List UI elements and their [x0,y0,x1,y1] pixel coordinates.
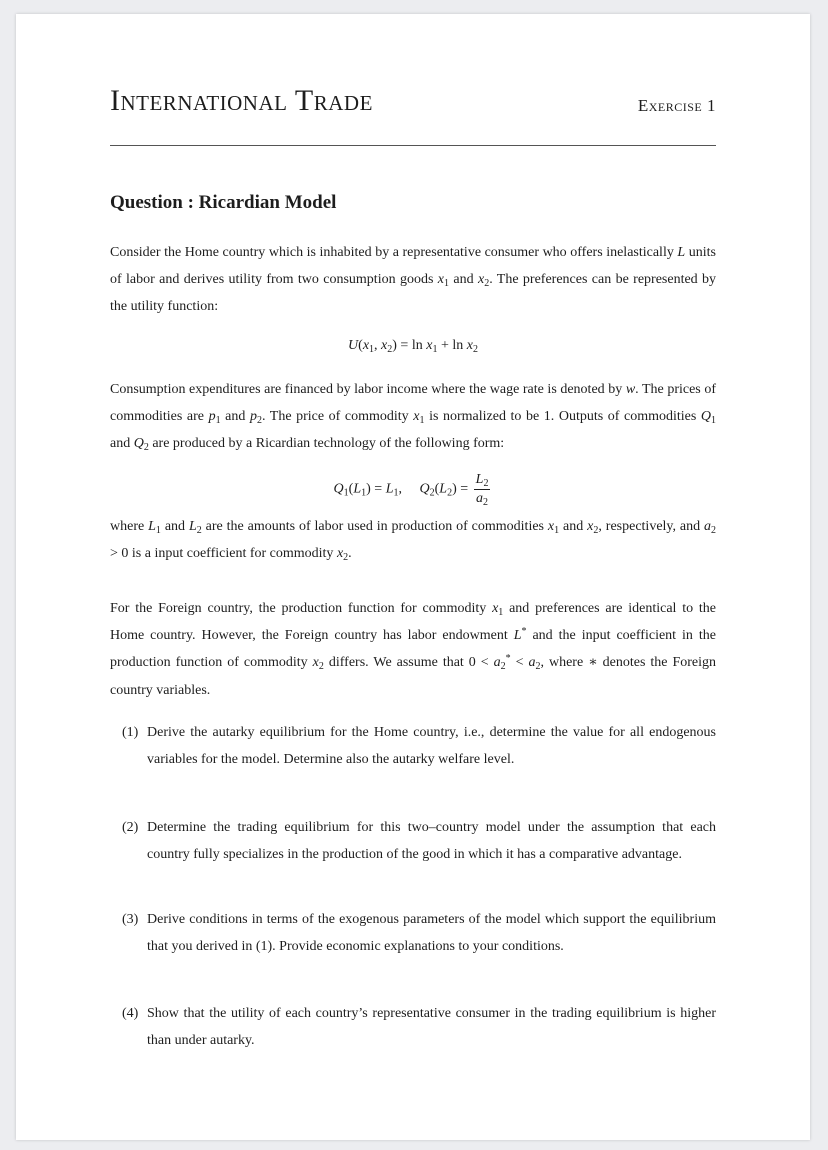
list-item [122,906,716,960]
foreign-paragraph: For the Foreign country, the production function for commodity $x_1$ and preferences are identical to the Home country. However, the Foreign country has labor endowment L* and the input coefficient in the production function of commodity $x_2$ differs. We assume that $0 < a_2^* < a_2$, where ∗ denotes the Foreign country variables. [110,601,717,698]
list-item [122,814,716,868]
item-number: (4) [122,1006,139,1021]
where-paragraph: where $L_1$ and $L_2$ are the amounts of labor used in production of commodities $x_1$ and $x_2$, respectively, and $a_2 > 0$ is a input coefficient for commodity $x_2$. [110,519,717,564]
item-text: Show that the utility of each country’s representative consumer in the trading equilibrium is higher than under autarky. [147,1006,716,1049]
question-heading: Question : Ricardian Model [110,192,337,213]
intro-paragraph: Consider the Home country which is inhabited by a representative consumer who offers inelastically L units of labor and derives utility from two consumption goods $x_1$ and $x_2$. The preferences can be represented by the utility function: [110,245,717,315]
page-header [110,84,716,134]
item-text: Derive the autarky equilibrium for the Home country, i.e., determine the value for all endogenous variables for the model. Determine also the autarky welfare level. [147,725,716,768]
list-item [122,1000,716,1054]
document-page [16,14,810,1140]
item-text: Determine the trading equilibrium for this two–country model under the assumption that each country fully specializes in the production of the good in which it has a comparative advantage. [147,820,716,863]
item-text: Derive conditions in terms of the exogenous parameters of the model which support the equilibrium that you derived in (1). Provide economic explanations to your conditions. [147,912,716,955]
exercise-label: Exercise 1 [637,96,716,115]
utility-equation: $U(x_1$, $x_2) = \ln x_1 + \ln x_2$ [348,338,478,355]
consumption-paragraph: Consumption expenditures are financed by labor income where the wage rate is denoted by w. The prices of commodities are $p_1$ and $p_2$. The price of commodity $x_1$ is normalized to be 1. Outputs of commodities $Q_1$ and $Q_2$ are produced by a Ricardian technology of the following form: [110,382,717,454]
production-equation: $Q_1(L_1) = L_1$, $Q_2(L_2)$ = $\frac{L_2}{a_2}$ [333,472,489,508]
item-number: (1) [122,725,139,740]
item-number: (3) [122,912,139,927]
list-item [122,719,716,773]
document-title: International Trade [110,84,373,117]
item-number: (2) [122,820,139,835]
header-divider [110,145,716,146]
